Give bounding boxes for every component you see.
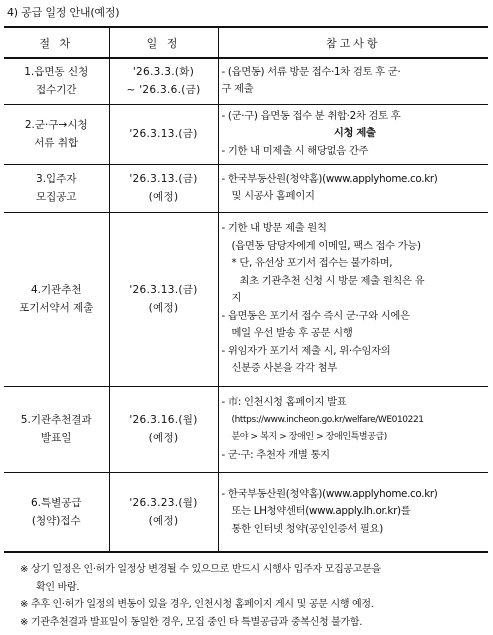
table-row	[4, 104, 488, 164]
header-step: 절 차	[4, 27, 109, 58]
footnotes	[20, 561, 488, 631]
notes-cell: - 한국부동산원(청약홈)(www.applyhome.co.kr) 또는 LH청약센터(www.apply.lh.or.kr)를 통한 인터넷 청약(공인인증서 필요)	[218, 472, 488, 552]
notes-cell: - (군·구) 읍면동 접수 분 취합·2차 검토 후 시청 제출 - 기한 내 미제출 시 해당없음 간주	[218, 104, 488, 164]
footnote: ※ 추후 인·허가 일정의 변동이 있을 경우, 인천시청 홈페이지 게시 및 공문 시행 예정.	[20, 599, 374, 610]
notes-cell: - 기한 내 방문 제출 원칙 (읍면동 담당자에게 이메일, 팩스 접수 가능) * 단, 유선상 포기서 접수는 불가하며, 최초 기관추천 신청 시 방문 제출 원칙은 유 지 - 읍면동은 포기서 접수 즉시 군·구와 시에은 메일 우선 발송 후 공문 시행 - 위임자가 포기서 제출 시, 위·수임자의 신분증 사본을 각각 첨부	[218, 212, 488, 386]
table-row	[4, 164, 488, 212]
notes-cell: - 市: 인천시청 홈페이지 발표 (https://www.incheon.go.kr/welfare/WE010221 분야 > 복지 > 장애인 > 장애인특별공급) - 군·구: 추천자 개별 통지	[218, 386, 488, 472]
table-header-row	[4, 27, 488, 58]
step-cell: 1.읍면동 신청 접수기간	[4, 58, 109, 104]
step-cell: 2.군·구→시청 서류 취합	[4, 104, 109, 164]
step-cell: 5.기관추천결과 발표일	[4, 386, 109, 472]
step-cell: 4.기관추천 포기서약서 제출	[4, 212, 109, 386]
footnote: ※ 기관추천결과 발표일이 동일한 경우, 모집 중인 타 특별공급과 중복신청 불가함.	[20, 616, 363, 628]
section-title: 4) 공급 일정 안내(예정)	[7, 6, 120, 19]
schedule-table	[4, 26, 488, 553]
date-cell: '26.3.13.(금) (예정)	[109, 164, 218, 212]
footnote-continuation: 확인 바람.	[36, 581, 80, 593]
notes-cell: - (읍면동) 서류 방문 접수·1차 검토 후 군· 구 제출	[218, 58, 488, 104]
table-row	[4, 472, 488, 552]
header-date: 일 정	[109, 27, 218, 58]
notes-cell: - 한국부동산원(청약홈)(www.applyhome.co.kr) 및 시공사 홈페이지	[218, 164, 488, 212]
date-cell: '26.3.13.(금)	[109, 104, 218, 164]
date-cell: '26.3.23.(월) (예정)	[109, 472, 218, 552]
date-cell: '26.3.13.(금) (예정)	[109, 212, 218, 386]
date-cell: '26.3.3.(화) ~ '26.3.6.(금)	[109, 58, 218, 104]
header-notes: 참고사항	[218, 27, 488, 58]
table-row	[4, 212, 488, 386]
table-row	[4, 386, 488, 472]
step-cell: 6.특별공급 (청약)접수	[4, 472, 109, 552]
step-cell: 3.입주자 모집공고	[4, 164, 109, 212]
date-cell: '26.3.16.(월) (예정)	[109, 386, 218, 472]
footnote: ※ 상기 일정은 인·허가 일정상 변경될 수 있으므로 반드시 시행사 입주자 모집공고문을	[20, 564, 381, 575]
table-row	[4, 58, 488, 104]
